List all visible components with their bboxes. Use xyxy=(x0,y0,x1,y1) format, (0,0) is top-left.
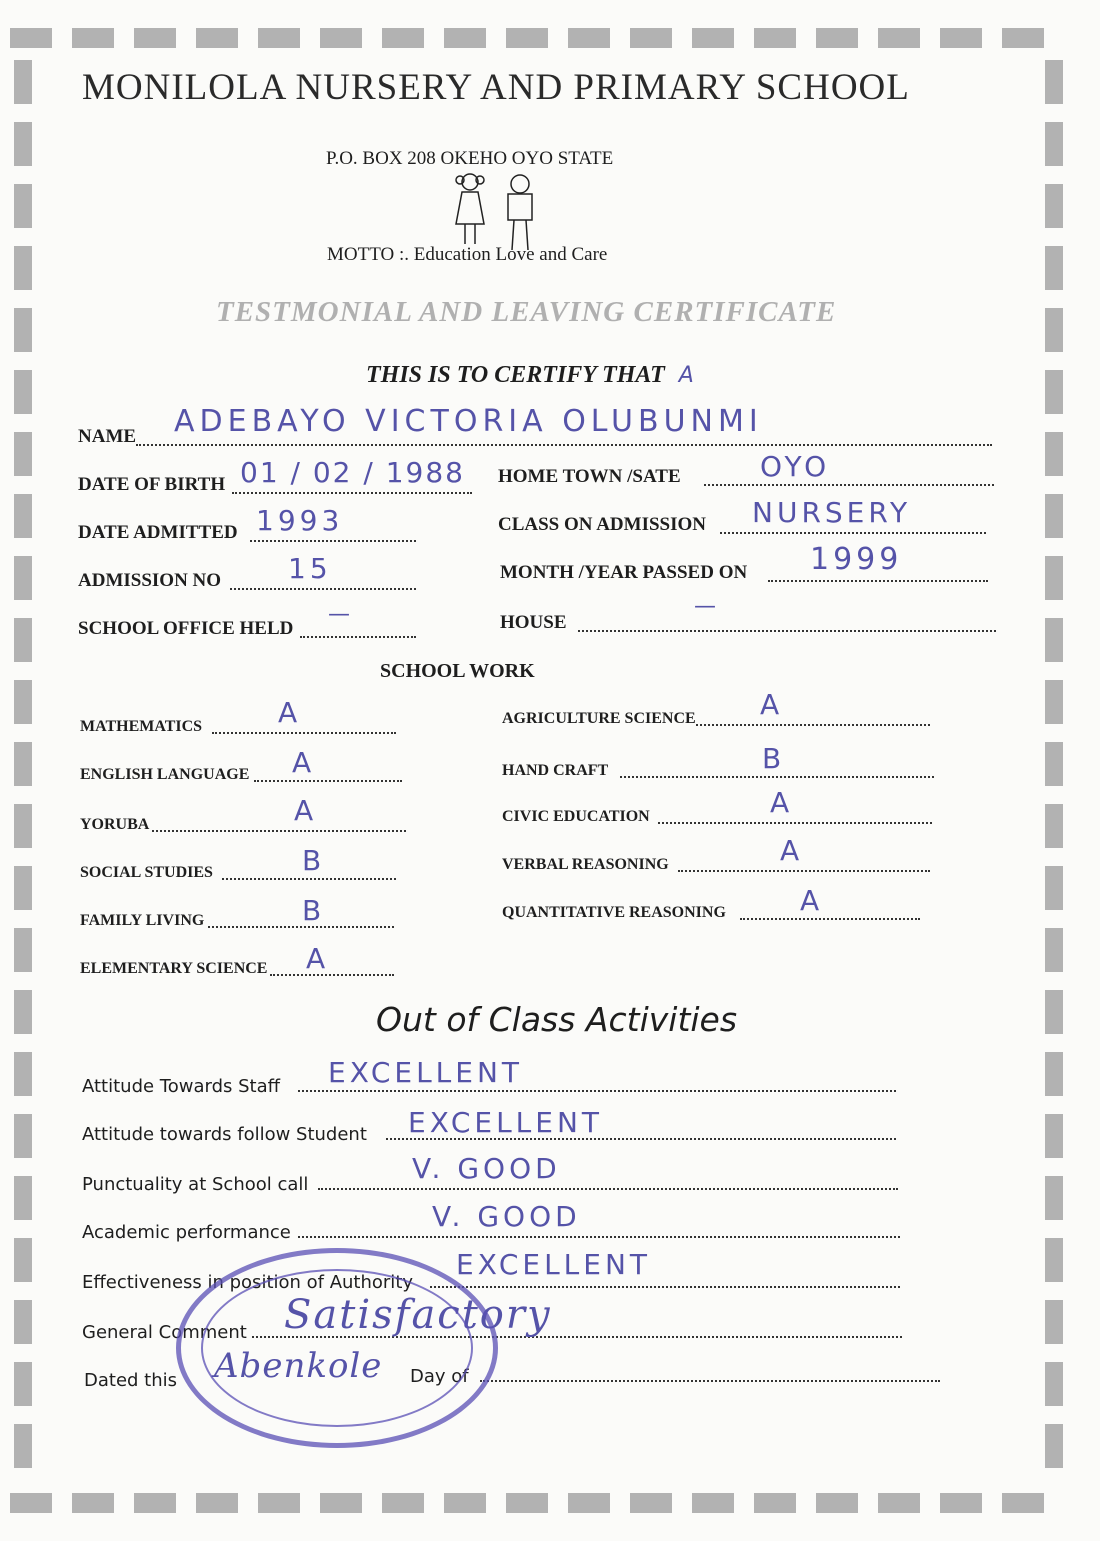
subject-grade: A xyxy=(780,834,800,867)
page-border-top xyxy=(10,28,1060,48)
page-border-left xyxy=(14,60,32,1481)
month-year-passed-label: MONTH /YEAR PASSED ON xyxy=(500,562,748,583)
subject-grade: A xyxy=(292,746,312,779)
activity-value: EXCELLENT xyxy=(456,1248,652,1281)
admission-no-label: ADMISSION NO xyxy=(78,570,222,591)
school-logo-children-icon xyxy=(440,172,550,254)
day-of-label: Day of xyxy=(410,1366,469,1387)
name-label: NAME xyxy=(78,426,137,447)
school-stamp-inner-ring xyxy=(201,1269,473,1427)
subject-grade: A xyxy=(800,884,820,917)
subject-label: FAMILY LIVING xyxy=(80,912,205,929)
school-work-heading: SCHOOL WORK xyxy=(380,660,535,682)
school-stamp xyxy=(176,1248,498,1448)
month-year-passed-value: 1999 xyxy=(810,542,903,577)
activity-label: Attitude Towards Staff xyxy=(82,1076,281,1097)
class-on-admission-label: CLASS ON ADMISSION xyxy=(498,514,706,535)
subject-label: VERBAL REASONING xyxy=(502,856,669,873)
subject-line xyxy=(696,724,930,726)
subject-line xyxy=(212,732,396,734)
home-town-line xyxy=(704,484,994,486)
activity-label: Effectiveness in position of Authority xyxy=(82,1272,414,1293)
subject-grade: B xyxy=(302,844,322,877)
home-town-label: HOME TOWN /SATE xyxy=(498,466,681,487)
activity-value: EXCELLENT xyxy=(408,1106,604,1139)
subject-grade: A xyxy=(760,688,780,721)
subject-label: CIVIC EDUCATION xyxy=(502,808,650,825)
school-motto: MOTTO :. Education Love and Care xyxy=(327,244,608,265)
subject-grade: B xyxy=(762,742,782,775)
date-admitted-value: 1993 xyxy=(256,504,344,537)
dob-value: 01 / 02 / 1988 xyxy=(240,456,465,489)
activities-heading: Out of Class Activities xyxy=(376,1000,738,1039)
name-line xyxy=(136,444,992,446)
admission-no-value: 15 xyxy=(288,552,332,585)
school-office-label: SCHOOL OFFICE HELD xyxy=(78,618,294,639)
activity-line xyxy=(298,1236,900,1238)
subject-label: QUANTITATIVE REASONING xyxy=(502,904,726,921)
school-office-value: — xyxy=(328,602,354,627)
subject-line xyxy=(658,822,932,824)
subject-grade: A xyxy=(770,786,790,819)
dated-label: Dated this xyxy=(84,1370,178,1391)
admission-no-line xyxy=(230,588,416,590)
subject-grade: B xyxy=(302,894,322,927)
subject-grade: A xyxy=(278,696,298,729)
subject-label: AGRICULTURE SCIENCE xyxy=(502,710,696,727)
month-year-passed-line xyxy=(768,580,988,582)
certify-mark: A xyxy=(678,363,698,388)
class-on-admission-line xyxy=(720,532,986,534)
activity-value: EXCELLENT xyxy=(328,1056,524,1089)
date-admitted-label: DATE ADMITTED xyxy=(78,522,238,543)
subject-line xyxy=(254,780,402,782)
name-value: ADEBAYO VICTORIA OLUBUNMI xyxy=(174,404,763,439)
dob-line xyxy=(232,492,472,494)
subject-line xyxy=(152,830,406,832)
subject-grade: A xyxy=(294,794,314,827)
page-border-right xyxy=(1045,60,1063,1481)
activity-label: General Comment xyxy=(82,1322,247,1343)
subject-label: SOCIAL STUDIES xyxy=(80,864,213,881)
subject-grade: A xyxy=(306,942,326,975)
certificate-title: TESTMONIAL AND LEAVING CERTIFICATE xyxy=(216,296,837,328)
house-value: — xyxy=(694,594,720,619)
signature: Abenkole xyxy=(214,1346,383,1386)
general-comment-value: Satisfactory xyxy=(284,1292,552,1338)
class-on-admission-value: NURSERY xyxy=(752,496,912,529)
home-town-value: OYO xyxy=(760,450,831,483)
activity-value: V. GOOD xyxy=(412,1152,561,1185)
subject-line xyxy=(270,974,394,976)
subject-label: ELEMENTARY SCIENCE xyxy=(80,960,268,977)
activity-label: Attitude towards follow Student xyxy=(82,1124,367,1145)
activity-label: Academic performance xyxy=(82,1222,291,1243)
house-label: HOUSE xyxy=(500,612,567,633)
subject-line xyxy=(740,918,920,920)
school-name: MONILOLA NURSERY AND PRIMARY SCHOOL xyxy=(82,67,910,108)
activity-value: V. GOOD xyxy=(432,1200,581,1233)
dated-line xyxy=(480,1380,940,1382)
activity-line xyxy=(318,1188,898,1190)
subject-line xyxy=(678,870,930,872)
subject-label: HAND CRAFT xyxy=(502,762,609,779)
school-office-line xyxy=(300,636,416,638)
subject-line xyxy=(620,776,934,778)
school-address: P.O. BOX 208 OKEHO OYO STATE xyxy=(326,148,614,169)
dob-label: DATE OF BIRTH xyxy=(78,474,226,495)
subject-line xyxy=(208,926,394,928)
activity-label: Punctuality at School call xyxy=(82,1174,309,1195)
certify-line xyxy=(366,362,698,389)
house-line xyxy=(578,630,996,632)
subject-label: YORUBA xyxy=(80,816,150,833)
activity-line xyxy=(430,1286,900,1288)
certify-text: THIS IS TO CERTIFY THAT xyxy=(366,362,665,388)
date-admitted-line xyxy=(250,540,416,542)
page-border-bottom xyxy=(10,1493,1060,1513)
subject-line xyxy=(222,878,396,880)
subject-label: ENGLISH LANGUAGE xyxy=(80,766,250,783)
subject-label: MATHEMATICS xyxy=(80,718,203,735)
activity-line xyxy=(298,1090,896,1092)
